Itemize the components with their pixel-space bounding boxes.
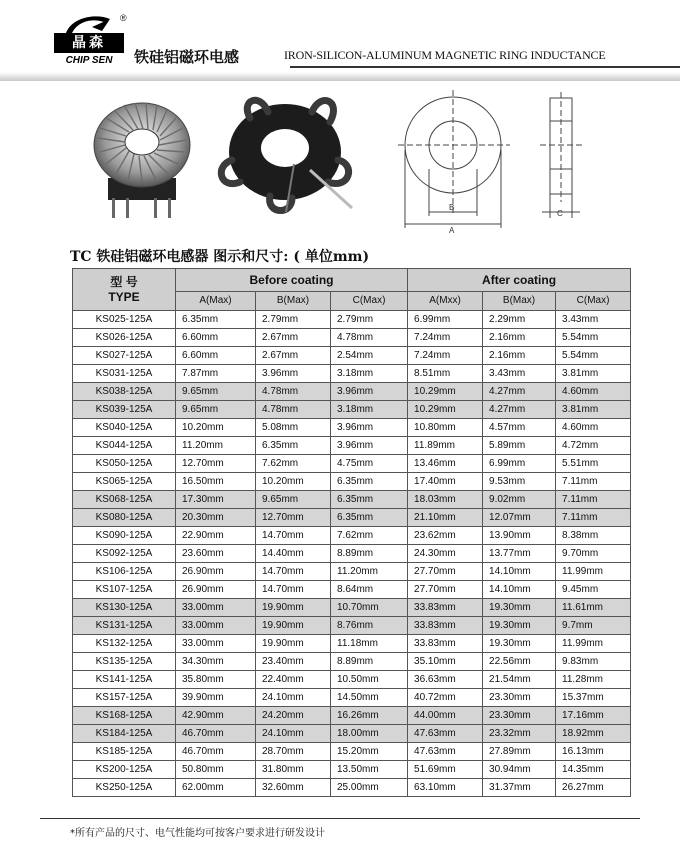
table-row: [73, 563, 631, 581]
table-row: [73, 599, 631, 617]
dimension-cell: 8.89mm: [331, 653, 408, 671]
loop-toroid-photo: [221, 100, 352, 212]
dimension-cell: 4.72mm: [556, 437, 631, 455]
dimension-cell: 31.37mm: [483, 779, 556, 797]
dimension-cell: 27.70mm: [408, 581, 483, 599]
type-cell: KS068-125A: [73, 491, 176, 509]
table-row: [73, 635, 631, 653]
logo-english-text: CHIP SEN: [65, 55, 113, 66]
dimension-cell: 18.92mm: [556, 725, 631, 743]
subheader-a-before: A(Max): [176, 292, 256, 311]
page-title-cn: 铁硅铝磁环电感: [134, 48, 240, 66]
table-row: [73, 491, 631, 509]
type-cell: KS132-125A: [73, 635, 176, 653]
table-row: [73, 581, 631, 599]
type-cell: KS250-125A: [73, 779, 176, 797]
dimension-cell: 7.11mm: [556, 491, 631, 509]
table-row: [73, 689, 631, 707]
dimension-cell: 3.96mm: [331, 419, 408, 437]
type-cell: KS184-125A: [73, 725, 176, 743]
dimension-cell: 24.10mm: [256, 689, 331, 707]
type-cell: KS168-125A: [73, 707, 176, 725]
type-cell: KS044-125A: [73, 437, 176, 455]
dimension-cell: 21.54mm: [483, 671, 556, 689]
table-row: [73, 419, 631, 437]
dimension-cell: 31.80mm: [256, 761, 331, 779]
dimension-cell: 21.10mm: [408, 509, 483, 527]
dimension-cell: 7.11mm: [556, 509, 631, 527]
header-divider: [0, 72, 680, 81]
logo-chinese-text: 晶森: [54, 33, 124, 53]
dimension-cell: 11.18mm: [331, 635, 408, 653]
dimension-cell: 12.70mm: [256, 509, 331, 527]
dimension-cell: 26.27mm: [556, 779, 631, 797]
table-row: [73, 527, 631, 545]
table-row: [73, 743, 631, 761]
dimension-cell: 5.89mm: [483, 437, 556, 455]
dimension-cell: 7.62mm: [256, 455, 331, 473]
dimension-cell: 9.65mm: [176, 401, 256, 419]
dimension-cell: 42.90mm: [176, 707, 256, 725]
dim-label-c: C: [557, 209, 563, 218]
dimension-cell: 4.78mm: [256, 383, 331, 401]
dimension-cell: 7.11mm: [556, 473, 631, 491]
type-cell: KS040-125A: [73, 419, 176, 437]
dimension-cell: 9.83mm: [556, 653, 631, 671]
dimension-cell: 17.16mm: [556, 707, 631, 725]
dimension-cell: 7.62mm: [331, 527, 408, 545]
type-cell: KS050-125A: [73, 455, 176, 473]
subheader-c-before: C(Max): [331, 292, 408, 311]
dimension-cell: 3.18mm: [331, 401, 408, 419]
dimension-cell: 10.80mm: [408, 419, 483, 437]
type-header-en: TYPE: [108, 289, 140, 304]
dimension-drawing-side: [540, 92, 582, 218]
dimension-cell: 5.54mm: [556, 329, 631, 347]
dimension-cell: 3.96mm: [256, 365, 331, 383]
page-title-en: IRON-SILICON-ALUMINUM MAGNETIC RING INDUCTANCE: [284, 48, 606, 62]
table-row: [73, 509, 631, 527]
table-row: [73, 311, 631, 329]
wound-toroid-photo: [94, 103, 190, 218]
dim-label-a: A: [449, 226, 455, 235]
table-row: [73, 707, 631, 725]
type-cell: KS200-125A: [73, 761, 176, 779]
table-row: [73, 401, 631, 419]
dimension-cell: 4.57mm: [483, 419, 556, 437]
dimension-cell: 14.40mm: [256, 545, 331, 563]
dimension-cell: 17.30mm: [176, 491, 256, 509]
dimension-cell: 23.30mm: [483, 689, 556, 707]
dimension-cell: 22.40mm: [256, 671, 331, 689]
type-cell: KS106-125A: [73, 563, 176, 581]
dimension-cell: 7.24mm: [408, 329, 483, 347]
type-cell: KS185-125A: [73, 743, 176, 761]
dimension-cell: 9.45mm: [556, 581, 631, 599]
subheader-b-after: B(Max): [483, 292, 556, 311]
dimension-cell: 36.63mm: [408, 671, 483, 689]
dimension-cell: 10.50mm: [331, 671, 408, 689]
table-row: [73, 437, 631, 455]
dimension-cell: 8.51mm: [408, 365, 483, 383]
dimension-cell: 10.29mm: [408, 383, 483, 401]
dimension-cell: 3.43mm: [483, 365, 556, 383]
type-cell: KS107-125A: [73, 581, 176, 599]
logo-swoosh-icon: [52, 13, 124, 35]
dimension-cell: 23.32mm: [483, 725, 556, 743]
dimension-cell: 51.69mm: [408, 761, 483, 779]
table-header-row: [73, 269, 631, 292]
type-cell: KS080-125A: [73, 509, 176, 527]
dimension-cell: 19.30mm: [483, 599, 556, 617]
dimension-cell: 3.96mm: [331, 437, 408, 455]
subheader-a-after: A(Mxx): [408, 292, 483, 311]
type-header-cn: 型 号: [110, 274, 138, 289]
dimension-cell: 4.60mm: [556, 419, 631, 437]
dimension-cell: 3.81mm: [556, 401, 631, 419]
dimension-cell: 33.00mm: [176, 599, 256, 617]
dimension-cell: 63.10mm: [408, 779, 483, 797]
dimension-cell: 2.16mm: [483, 347, 556, 365]
footnote: *所有产品的尺寸、电气性能均可按客户要求进行研发设计: [70, 828, 325, 839]
dimension-cell: 14.35mm: [556, 761, 631, 779]
dimension-cell: 6.99mm: [483, 455, 556, 473]
dimension-cell: 23.62mm: [408, 527, 483, 545]
dimension-cell: 15.20mm: [331, 743, 408, 761]
dimension-cell: 11.89mm: [408, 437, 483, 455]
dimension-cell: 19.30mm: [483, 617, 556, 635]
table-row: [73, 545, 631, 563]
dimension-cell: 4.78mm: [256, 401, 331, 419]
dimension-cell: 33.00mm: [176, 617, 256, 635]
type-cell: KS135-125A: [73, 653, 176, 671]
subheader-b-before: B(Max): [256, 292, 331, 311]
type-cell: KS090-125A: [73, 527, 176, 545]
dimension-cell: 16.13mm: [556, 743, 631, 761]
product-illustrations: [80, 90, 600, 240]
type-cell: KS092-125A: [73, 545, 176, 563]
dimension-cell: 5.51mm: [556, 455, 631, 473]
dimension-cell: 4.75mm: [331, 455, 408, 473]
dimension-cell: 19.90mm: [256, 617, 331, 635]
dimension-cell: 16.50mm: [176, 473, 256, 491]
dimension-cell: 10.20mm: [176, 419, 256, 437]
dimension-cell: 18.03mm: [408, 491, 483, 509]
dimension-cell: 33.83mm: [408, 635, 483, 653]
dimension-cell: 11.20mm: [176, 437, 256, 455]
table-row: [73, 383, 631, 401]
dimension-cell: 6.60mm: [176, 347, 256, 365]
dimension-cell: 6.35mm: [331, 491, 408, 509]
dimension-cell: 11.61mm: [556, 599, 631, 617]
dimension-cell: 46.70mm: [176, 743, 256, 761]
table-row: [73, 473, 631, 491]
dimension-cell: 17.40mm: [408, 473, 483, 491]
dimension-cell: 4.27mm: [483, 383, 556, 401]
dimension-cell: 6.35mm: [256, 437, 331, 455]
after-coating-header: After coating: [408, 269, 631, 292]
dimension-cell: 28.70mm: [256, 743, 331, 761]
table-body: [73, 311, 631, 797]
table-row: [73, 347, 631, 365]
dimension-cell: 14.70mm: [256, 527, 331, 545]
dimension-cell: 7.24mm: [408, 347, 483, 365]
dimension-cell: 19.90mm: [256, 599, 331, 617]
dimension-cell: 30.94mm: [483, 761, 556, 779]
dimension-cell: 46.70mm: [176, 725, 256, 743]
dimension-cell: 27.70mm: [408, 563, 483, 581]
table-row: [73, 329, 631, 347]
dimension-cell: 10.70mm: [331, 599, 408, 617]
dimension-cell: 9.65mm: [256, 491, 331, 509]
dimension-cell: 3.96mm: [331, 383, 408, 401]
type-cell: KS025-125A: [73, 311, 176, 329]
dimension-cell: 47.63mm: [408, 743, 483, 761]
dimension-cell: 26.90mm: [176, 563, 256, 581]
dimension-cell: 2.54mm: [331, 347, 408, 365]
dimension-cell: 9.02mm: [483, 491, 556, 509]
dimension-cell: 8.64mm: [331, 581, 408, 599]
dimension-cell: 35.10mm: [408, 653, 483, 671]
dimension-cell: 6.35mm: [176, 311, 256, 329]
dimension-cell: 13.90mm: [483, 527, 556, 545]
dimension-cell: 6.99mm: [408, 311, 483, 329]
dimension-cell: 33.00mm: [176, 635, 256, 653]
dimension-cell: 2.67mm: [256, 329, 331, 347]
dimension-cell: 14.70mm: [256, 563, 331, 581]
dimension-cell: 10.29mm: [408, 401, 483, 419]
dimension-cell: 26.90mm: [176, 581, 256, 599]
table-row: [73, 365, 631, 383]
type-cell: KS026-125A: [73, 329, 176, 347]
dimension-cell: 4.27mm: [483, 401, 556, 419]
type-cell: KS031-125A: [73, 365, 176, 383]
dimension-cell: 6.60mm: [176, 329, 256, 347]
type-cell: KS141-125A: [73, 671, 176, 689]
type-cell: KS130-125A: [73, 599, 176, 617]
dimension-cell: 11.99mm: [556, 635, 631, 653]
dimension-cell: 14.10mm: [483, 563, 556, 581]
dimension-cell: 19.90mm: [256, 635, 331, 653]
dimension-cell: 23.40mm: [256, 653, 331, 671]
dimension-cell: 27.89mm: [483, 743, 556, 761]
dimension-cell: 33.83mm: [408, 599, 483, 617]
dimension-cell: 12.07mm: [483, 509, 556, 527]
dimension-cell: 44.00mm: [408, 707, 483, 725]
dimension-cell: 15.37mm: [556, 689, 631, 707]
table-row: [73, 761, 631, 779]
dimension-cell: 8.89mm: [331, 545, 408, 563]
dimension-cell: 50.80mm: [176, 761, 256, 779]
table-row: [73, 617, 631, 635]
page-header: [0, 0, 680, 80]
dimension-cell: 14.70mm: [256, 581, 331, 599]
dimension-cell: 24.30mm: [408, 545, 483, 563]
dimension-cell: 24.10mm: [256, 725, 331, 743]
footer-divider: [40, 818, 640, 819]
dimension-cell: 34.30mm: [176, 653, 256, 671]
dimension-cell: 25.00mm: [331, 779, 408, 797]
dimension-cell: 13.50mm: [331, 761, 408, 779]
dimension-cell: 16.26mm: [331, 707, 408, 725]
dimension-table: [72, 268, 631, 797]
type-cell: KS065-125A: [73, 473, 176, 491]
dimension-cell: 7.87mm: [176, 365, 256, 383]
dimension-cell: 12.70mm: [176, 455, 256, 473]
dimension-cell: 14.50mm: [331, 689, 408, 707]
dimension-cell: 2.79mm: [256, 311, 331, 329]
dimension-cell: 9.53mm: [483, 473, 556, 491]
table-row: [73, 653, 631, 671]
table-row: [73, 779, 631, 797]
dimension-cell: 3.81mm: [556, 365, 631, 383]
dimension-cell: 8.38mm: [556, 527, 631, 545]
dimension-cell: 11.20mm: [331, 563, 408, 581]
subheader-c-after: C(Max): [556, 292, 631, 311]
dimension-cell: 8.76mm: [331, 617, 408, 635]
dimension-cell: 10.20mm: [256, 473, 331, 491]
dimension-cell: 3.18mm: [331, 365, 408, 383]
dimension-cell: 19.30mm: [483, 635, 556, 653]
type-cell: KS027-125A: [73, 347, 176, 365]
dimension-cell: 9.7mm: [556, 617, 631, 635]
dimension-cell: 3.43mm: [556, 311, 631, 329]
type-cell: KS039-125A: [73, 401, 176, 419]
dimension-cell: 4.60mm: [556, 383, 631, 401]
table-row: [73, 671, 631, 689]
dimension-cell: 23.60mm: [176, 545, 256, 563]
table-caption: TC 铁硅铝磁环电感器 图示和尺寸: ( 单位mm): [70, 249, 370, 265]
dimension-cell: 14.10mm: [483, 581, 556, 599]
title-underline: [290, 66, 680, 68]
dimension-cell: 13.46mm: [408, 455, 483, 473]
dimension-cell: 33.83mm: [408, 617, 483, 635]
dimension-cell: 22.56mm: [483, 653, 556, 671]
before-coating-header: Before coating: [176, 269, 408, 292]
dimension-cell: 11.99mm: [556, 563, 631, 581]
dim-label-b: B: [449, 203, 455, 212]
type-column-header: [73, 269, 176, 311]
dimension-cell: 22.90mm: [176, 527, 256, 545]
dimension-cell: 2.29mm: [483, 311, 556, 329]
dimension-cell: 5.54mm: [556, 347, 631, 365]
dimension-cell: 18.00mm: [331, 725, 408, 743]
dimension-cell: 6.35mm: [331, 509, 408, 527]
dimension-cell: 47.63mm: [408, 725, 483, 743]
dimension-cell: 35.80mm: [176, 671, 256, 689]
dimension-cell: 4.78mm: [331, 329, 408, 347]
dimension-cell: 2.67mm: [256, 347, 331, 365]
type-cell: KS038-125A: [73, 383, 176, 401]
dimension-cell: 32.60mm: [256, 779, 331, 797]
dimension-cell: 9.70mm: [556, 545, 631, 563]
dimension-cell: 5.08mm: [256, 419, 331, 437]
table-row: [73, 725, 631, 743]
dimension-cell: 39.90mm: [176, 689, 256, 707]
dimension-cell: 62.00mm: [176, 779, 256, 797]
dimension-cell: 40.72mm: [408, 689, 483, 707]
dimension-cell: 23.30mm: [483, 707, 556, 725]
dimension-cell: 2.16mm: [483, 329, 556, 347]
dimension-cell: 13.77mm: [483, 545, 556, 563]
dimension-cell: 2.79mm: [331, 311, 408, 329]
dimension-cell: 9.65mm: [176, 383, 256, 401]
dimension-cell: 6.35mm: [331, 473, 408, 491]
type-cell: KS157-125A: [73, 689, 176, 707]
dimension-cell: 20.30mm: [176, 509, 256, 527]
type-cell: KS131-125A: [73, 617, 176, 635]
registered-mark: ®: [120, 13, 127, 23]
dimension-cell: 24.20mm: [256, 707, 331, 725]
dimension-cell: 11.28mm: [556, 671, 631, 689]
table-row: [73, 455, 631, 473]
